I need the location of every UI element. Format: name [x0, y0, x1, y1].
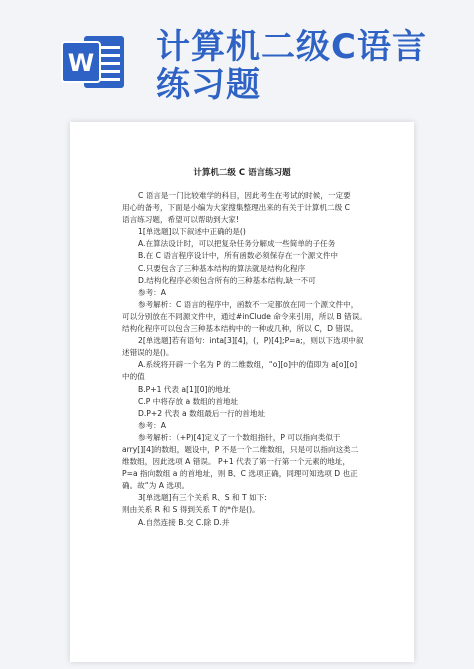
- document-line: 中的值: [122, 372, 145, 382]
- document-line: C.只要包含了三种基本结构的算法就是结构化程序: [138, 263, 306, 273]
- document-line: 2[单选题]若有语句：inta[3][4]，(，P)[4];P=a;，则以下选项中叙: [138, 336, 364, 346]
- document-title: 计算机二级 C 语言练习题: [193, 168, 291, 178]
- document-line: 3[单选题]有三个关系 R、S 和 T 如下:: [138, 493, 267, 503]
- document-line: 参考解析：C 语言的程序中，函数不一定都放在同一个源文件中，: [138, 299, 359, 309]
- page-title: [156, 28, 427, 104]
- document-line: 用心的备考，下面是小编为大家搜集整理出来的有关于计算机二级 C: [122, 203, 350, 213]
- document-line: P=a 指向数组 a 的首地址，则 B、C 选项正确，同理可知选项 D 也正: [122, 469, 358, 479]
- document-line: B.P+1 代表 a[1][0]的地址: [138, 384, 231, 394]
- document-line: C 语言是一门比较难学的科目，因此考生在考试的时候，一定要: [138, 191, 351, 200]
- document-line: 结构化程序可以包含三种基本结构中的一种或几种，所以 C，D 错误。: [122, 324, 359, 334]
- document-line: 参考解析：（+P)[4]定义了一个数组指针，P 可以指向类似于: [138, 432, 341, 442]
- document-page: [70, 122, 414, 662]
- document-line: 参考：A: [138, 287, 166, 297]
- document-line: 1[单选题]以下叙述中正确的是(): [138, 227, 246, 237]
- document-line: 述错误的是()。: [122, 348, 174, 358]
- document-line: C.P 中将存放 a 数组的首地址: [138, 396, 239, 406]
- document-line: 参考：A: [138, 420, 166, 430]
- document-line: 语言练习题，希望可以帮助到大家!: [122, 215, 239, 225]
- document-line: B.在 C 语言程序设计中，所有函数必须保存在一个源文件中: [138, 251, 339, 261]
- document-line: A.自然连接 B.交 C.除 D.并: [138, 517, 230, 527]
- document-line: arry[][4]的数组，题设中，P 不是一个二维数组，只是可以指向这类二: [122, 444, 359, 454]
- document-line: D.结构化程序必须包含所有的三种基本结构,缺一不可: [138, 275, 316, 285]
- document-line: D.P+2 代表 a 数组最后一行的首地址: [138, 408, 266, 418]
- document-line: A.在算法设计时，可以把复杂任务分解成一些简单的子任务: [138, 239, 336, 249]
- document-line: 维数组，因此选项 A 错误。 P+1 代表了第一行第一个元素的地址，: [122, 457, 351, 467]
- header: [0, 0, 474, 110]
- word-icon: [60, 32, 126, 92]
- document-body: [122, 190, 394, 529]
- document-line: A.系统将开辟一个名为 P 的二维数组，“o][o]中的值即为 a[o][o]: [138, 360, 358, 370]
- document-line: 则由关系 R 和 S 得到关系 T 的*作是()。: [122, 505, 260, 515]
- title-line-1: 计算机二级C语言: [156, 27, 427, 67]
- svg-text:W: W: [67, 49, 95, 77]
- document-line: 确。故“为 A 选项。: [122, 481, 190, 491]
- document-line: 可以分别放在不同源文件中，通过#inClude 命令来引用，所以 B 错误。: [122, 311, 367, 321]
- title-line-2: 练习题: [156, 65, 261, 105]
